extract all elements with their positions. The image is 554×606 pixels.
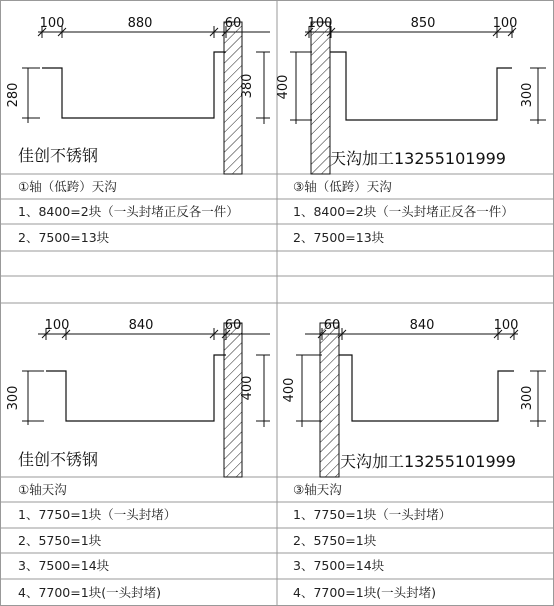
panel-4-dim-top-1: 60 bbox=[323, 318, 341, 333]
panel-4-dim-top-3: 100 bbox=[493, 318, 519, 333]
panel-4-dim-left: 400 bbox=[282, 377, 297, 403]
panel-3-rows bbox=[18, 482, 176, 600]
panel-1-drawing bbox=[6, 16, 270, 174]
panel-1-overlay-text: 佳创不锈钢 bbox=[18, 146, 99, 165]
panel-2-row-2: 1、8400=2块（一头封堵正反各一件） bbox=[293, 204, 514, 219]
panel-4-dim-right: 300 bbox=[520, 385, 535, 411]
panel-2-dim-right: 300 bbox=[520, 82, 535, 108]
panel-2-row-3: 2、7500=13块 bbox=[293, 230, 385, 245]
panel-1-dim-top-3: 60 bbox=[224, 16, 242, 31]
panel-4-gutter-profile bbox=[339, 355, 514, 421]
panel-1-row-1: ①轴（低跨）天沟 bbox=[18, 179, 117, 194]
panel-2-row-1: ③轴（低跨）天沟 bbox=[293, 179, 392, 194]
panel-3-gutter-profile bbox=[46, 355, 226, 421]
panel-2-drawing bbox=[276, 16, 546, 174]
panel-1-row-2: 1、8400=2块（一头封堵正反各一件） bbox=[18, 204, 239, 219]
panel-3-overlay-text: 佳创不锈钢 bbox=[18, 450, 99, 469]
panel-4-row-1: ③轴天沟 bbox=[293, 482, 342, 497]
panel-4-rows bbox=[293, 482, 451, 600]
panel-1-dim-left: 280 bbox=[6, 82, 21, 108]
panel-3-row-2: 1、7750=1块（一头封堵） bbox=[18, 507, 177, 522]
panel-2-dim-top-2: 850 bbox=[410, 16, 436, 31]
panel-1-dim-top-1: 100 bbox=[39, 16, 65, 31]
panel-4-overlay-text: 天沟加工13255101999 bbox=[340, 452, 516, 471]
panel-1-dim-right: 380 bbox=[240, 73, 255, 99]
panel-3-row-3: 2、5750=1块 bbox=[18, 533, 102, 548]
panel-4-drawing bbox=[282, 318, 546, 477]
panel-3-dim-right: 400 bbox=[240, 375, 255, 401]
panel-3-dim-top-1: 100 bbox=[44, 318, 70, 333]
panel-1-row-3: 2、7500=13块 bbox=[18, 230, 110, 245]
panel-2-wall-hatch bbox=[311, 22, 330, 174]
panel-3-dim-top-3: 60 bbox=[224, 318, 242, 333]
panel-4-row-5: 4、7700=1块(一头封堵) bbox=[293, 585, 436, 600]
panel-4-row-4: 3、7500=14块 bbox=[293, 558, 385, 573]
panel-1-dim-top-2: 880 bbox=[127, 16, 153, 31]
panel-4-row-2: 1、7750=1块（一头封堵） bbox=[293, 507, 452, 522]
panel-1-gutter-profile bbox=[42, 52, 226, 118]
panel-1-rows bbox=[18, 179, 239, 245]
panel-3-dim-left: 300 bbox=[6, 385, 21, 411]
panel-2-dim-top-3: 100 bbox=[492, 16, 518, 31]
panel-3-drawing bbox=[6, 318, 270, 477]
panel-2-overlay-text: 天沟加工13255101999 bbox=[330, 149, 506, 168]
panel-4-dim-top-2: 840 bbox=[409, 318, 435, 333]
panel-2-dim-top-1: 100 bbox=[307, 16, 333, 31]
panel-4-wall-hatch bbox=[320, 323, 339, 477]
panel-3-row-4: 3、7500=14块 bbox=[18, 558, 110, 573]
panel-2-dim-left: 400 bbox=[276, 74, 291, 100]
panel-2-rows bbox=[293, 179, 514, 245]
panel-3-dim-top-2: 840 bbox=[128, 318, 154, 333]
panel-2-gutter-profile bbox=[330, 52, 512, 120]
panel-4-row-3: 2、5750=1块 bbox=[293, 533, 377, 548]
panel-3-row-1: ①轴天沟 bbox=[18, 482, 67, 497]
panel-3-row-5: 4、7700=1块(一头封堵) bbox=[18, 585, 161, 600]
